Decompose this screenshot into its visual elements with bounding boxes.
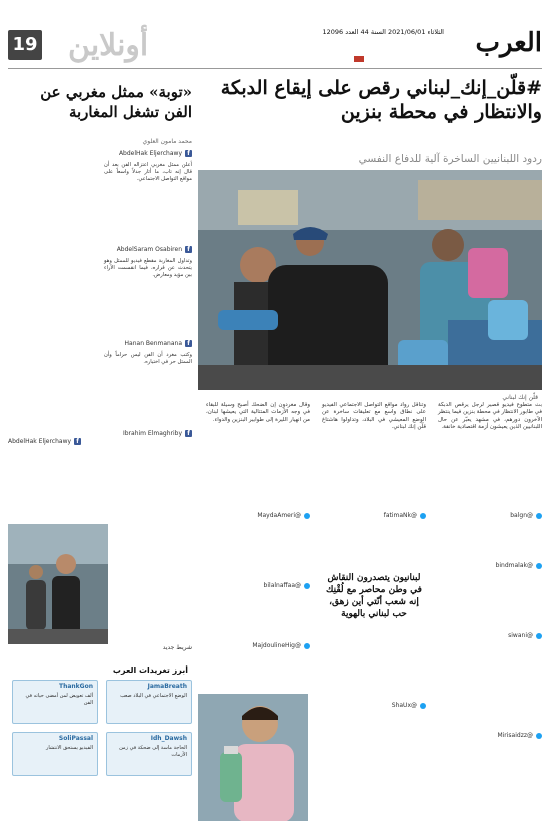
fb-name: f Hanan Benmanana: [125, 340, 192, 347]
section-title: أونلاين: [68, 28, 149, 63]
left-article: [8, 76, 192, 809]
masthead-rule: [8, 68, 542, 69]
tweet-card: Idh_Dawsh الحاجة ماسة إلى ضحكة في زمن الأزمات: [106, 732, 192, 776]
tweet-grid-title: أبرز تغريدات العرب: [112, 666, 188, 675]
twitter-icon: [536, 633, 542, 639]
facebook-icon: f: [185, 150, 192, 157]
twitter-icon: [304, 643, 310, 649]
fb-name: f AbdelSaram Osabiren: [117, 246, 192, 253]
boy-photo: [198, 694, 308, 821]
twitter-icon: [536, 733, 542, 739]
main-subhead: ردود اللبنانيين الساخرة آلية للدفاع النفسي: [358, 153, 542, 165]
boy-with-bottle-photo: [198, 694, 308, 821]
main-photo: [198, 170, 542, 390]
twitter-icon: [420, 703, 426, 709]
fb-name: f Ibrahim Elmaghriby: [123, 430, 192, 437]
facebook-icon: f: [185, 430, 192, 437]
gas-station-photo: [198, 170, 542, 390]
twitter-icon: [536, 513, 542, 519]
twitter-icon: [536, 563, 542, 569]
fb-name: f AbdelHak Eljerchawy: [8, 438, 81, 445]
body-column-2: وتناقل رواد مواقع التواصل الاجتماعي الفيديو على نطاق واسع مع تعليقات ساخرة عن الوضع المعيشي في البلاد، وتداولوا هاشتاغ قلّن إنك لبناني.: [322, 402, 426, 431]
actor-photo-caption: شريط جديد: [162, 644, 192, 651]
page-number: 19: [8, 30, 42, 60]
tweet-handle: @Mirisaidzz: [497, 732, 542, 739]
tweet-handle: @balgn: [510, 512, 542, 519]
left-snippet: وتداول المغاربة مقطع فيديو للممثل وهو يتحدث عن قراره، فيما انقسمت الآراء بين مؤيد ومعارض.: [104, 258, 192, 278]
tweet-handle: @bindmalak: [496, 562, 542, 569]
article-body: [198, 402, 542, 821]
masthead: [8, 26, 542, 66]
twitter-icon: [304, 513, 310, 519]
accent-bar: [354, 56, 364, 62]
body-column-1: بث متطوع فيديو قصير لرجل يرقص الدبكة في طابور الانتظار في محطة بنزين فيما ينتظر الآخرون دورهم، في مشهد يعبّر عن حال اللبنانيين الذين يعيشون أزمة اقتصادية خانقة.: [438, 402, 542, 431]
fb-name: f AbdelHak Eljerchawy: [119, 150, 192, 157]
tweet-handle: @siwani: [508, 632, 542, 639]
facebook-icon: f: [74, 438, 81, 445]
twitter-icon: [420, 513, 426, 519]
tweet-card: JamaBreath الوضع الاجتماعي في البلاد صعب: [106, 680, 192, 724]
left-snippet: أعلن ممثل مغربي اعتزاله الفن بعد أن قال إنه تاب، ما أثار جدلاً واسعاً على مواقع التواصل الاجتماعي.: [104, 162, 192, 182]
tweet-card: ThankGon ألف تعويض لمن أمضى حياته في الفن: [12, 680, 98, 724]
left-headline: «توبة» ممثل مغربي عن الفن تشغل المغاربة: [40, 83, 192, 121]
tweet-handle: @fatimaNk: [384, 512, 426, 519]
facebook-icon: f: [185, 246, 192, 253]
pull-quote: لبنانيون يتصدرون النقاش في وطن محاصر مع لُقْنِك إنه شعب أنّتي أين زهق، حب لبناني بالهوية: [326, 573, 422, 619]
tweet-handle: @MaydaAmeri: [257, 512, 310, 519]
facebook-icon: f: [185, 340, 192, 347]
tweet-card: SoliPassal الفيديو يستحق الانتشار: [12, 732, 98, 776]
tweet-handle: @bilalnaffaa: [264, 582, 310, 589]
actor-street-photo: [8, 524, 108, 644]
left-body: [8, 150, 192, 445]
left-snippet: وكتب مغرد أن الفن ليس حراماً وأن الممثل حر في اختياره.: [104, 352, 192, 365]
main-headline: #قلّن_إنك_لبناني رقص على إيقاع الدبكة والانتظار في محطة بنزين: [220, 77, 542, 123]
body-column-3: وقال مغردون إن الضحك أصبح وسيلة للبقاء في وجه الأزمات المتتالية التي يعيشها لبنان، من انهيار الليرة إلى طوابير البنزين والدواء.: [206, 402, 310, 423]
main-article: [198, 76, 542, 809]
twitter-icon: [304, 583, 310, 589]
issue-line: الثلاثاء 2021/06/01 السنة 44 العدد 12096: [322, 28, 444, 36]
tweet-grid: [8, 666, 192, 821]
tweet-handle: @ShaUx: [392, 702, 426, 709]
photo-caption: قلّن إنك لبناني: [502, 394, 538, 401]
tweet-handle: @MajdoulineHig: [252, 642, 310, 649]
newspaper-logo: العرب: [475, 28, 542, 58]
actor-photo: [8, 524, 108, 644]
left-byline: محمد مامون العلوي: [142, 138, 192, 145]
